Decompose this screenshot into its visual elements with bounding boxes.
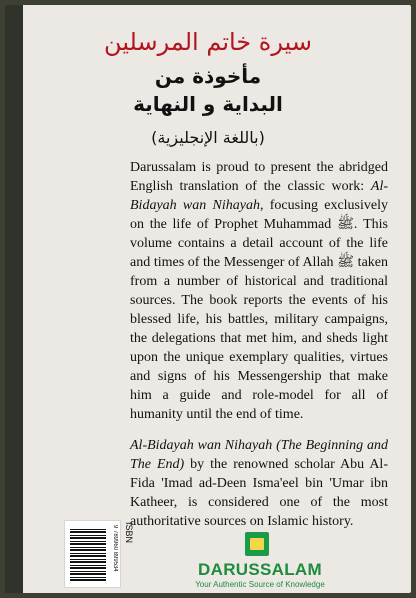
isbn-label: ISBN — [124, 522, 134, 544]
blurb-paragraph-2: Al-Bidayah wan Nihayah (The Beginning and The End) by the renowned scholar Abu Al-Fida 'Imad ad-Deen Isma'eel bin 'Umar ibn Katheer, is considered one of the most authoritative sources on Islamic history. — [130, 438, 388, 529]
publisher-logo-icon — [245, 532, 269, 556]
arabic-language-note: (باللغة الإنجليزية) — [151, 128, 265, 147]
arabic-subtitle-line-2: البداية و النهاية — [133, 92, 283, 116]
publisher-tagline: Your Authentic Source of Knowledge — [195, 580, 325, 589]
publisher-name: DARUSSALAM — [198, 560, 322, 579]
blurb-paragraph-1: Darussalam is proud to present the abridged English translation of the classic work: Al-Bidayah wan Nihayah, focusing exclusively on the life of Prophet Muhammad ﷺ. This volume contains a detail account of the life and times of the Messenger of Allah ﷺ taken from a number of historical and traditional sources. The book reports the events of his blessed life, his battles, military campaigns, the delegations that met him, and sheds light upon the unique exemplary qualities, virtues and signs of his Messengership that make him a guide and role-model for all of humanity until the end of time. — [130, 160, 389, 422]
barcode-bars — [70, 527, 106, 581]
barcode-digits: 9 789960 899534 — [112, 525, 118, 572]
arabic-subtitle-line-1: مأخوذة من — [154, 64, 262, 88]
blurb-text — [130, 158, 388, 543]
arabic-title: سيرة خاتم المرسلين — [104, 28, 312, 56]
barcode — [64, 520, 121, 588]
